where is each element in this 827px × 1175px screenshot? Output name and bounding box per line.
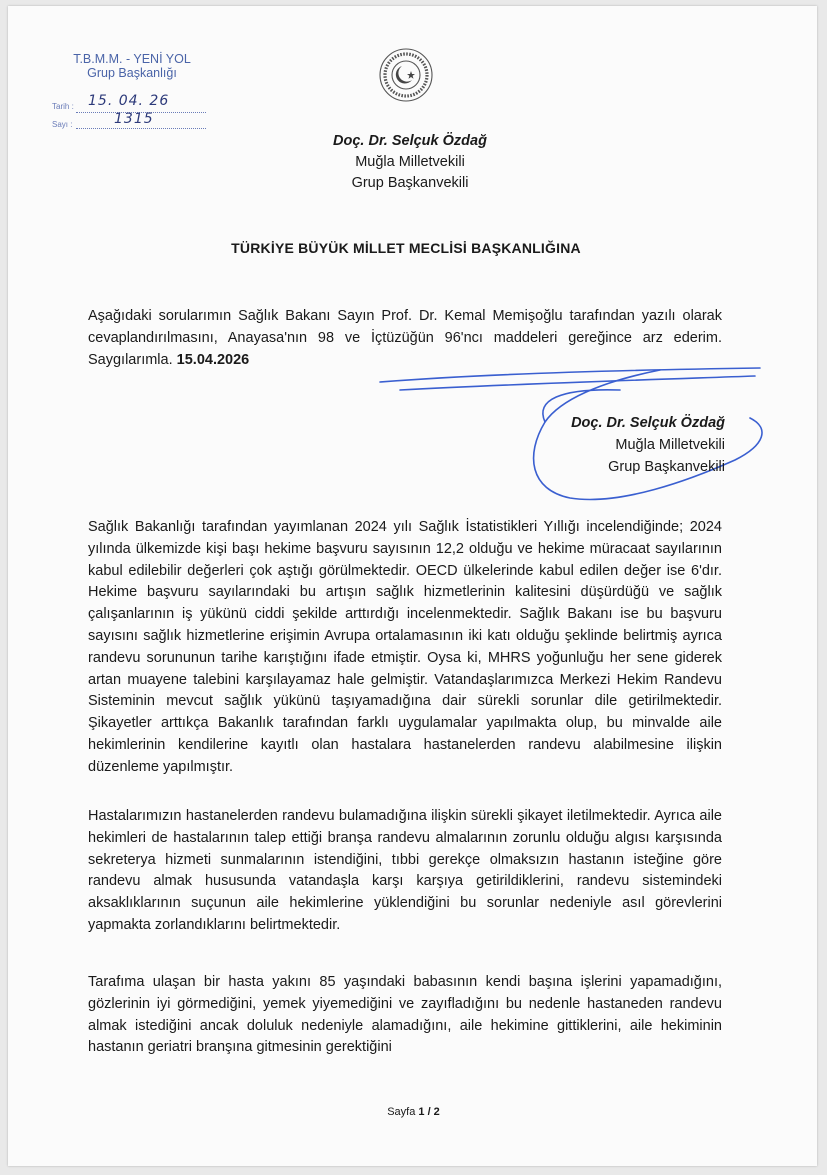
signature-name: Doç. Dr. Selçuk Özdağ [571,415,725,431]
stamp-number-value: 1315 [114,111,154,127]
sender-name: Doç. Dr. Selçuk Özdağ [333,133,487,149]
document-heading: TÜRKİYE BÜYÜK MİLLET MECLİSİ BAŞKANLIĞINA [231,240,581,256]
intro-text: Aşağıdaki sorularımın Sağlık Bakanı Sayın Prof. Dr. Kemal Memişoğlu tarafından yazılı olarak cevaplandırılmasını, Anayasa'nın 98 ve İçtüzüğün 96'ncı maddeleri gereğince arz ederim. Saygılarımla. [88,308,722,368]
body-paragraph-2: Hastalarımızın hastanelerden randevu bulamadığına ilişkin sürekli şikayet iletilmektedir. Ayrıca aile hekimleri de hastalarının talep ettiği branşa randevu almalarının zorunlu olduğu algısı karşısında sekreterya hizmeti sunmalarının istendiğini, tıbbi gerekçe olmaksızın hastanın isteğine göre randevu almak hususunda vatandaşla karşı karşıya getirildiklerini, randevu sistemindeki aksaklıklarının suçunun aile hekimlerine yüklendiğini bu sorunlar nedeniyle asıl görevlerini yapmakta zorlandıklarını belirtmektedir. [88,808,722,933]
signature-position-1: Muğla Milletvekili [615,437,725,453]
sender-position-2: Grup Başkanvekili [351,175,469,191]
body-paragraph-3: Tarafıma ulaşan bir hasta yakını 85 yaşındaki babasının kendi başına işlerini yapamadığını, gözlerinin iyi görmediğini, yemek yiyemediğini ve zayıfladığını bu nedenle hastaneden randevu almak istediğini ancak doluluk nedeniyle alamadığını, aile hekimine gittiklerini, aile hekiminin hastanın geriatri branşına gitmesinin gerektiğini [88,974,722,1056]
stamp-date-value: 15. 04. 26 [88,93,170,109]
intro-date: 15.04.2026 [176,351,250,368]
stamp-number-line [76,128,206,129]
page-number: 1 / 2 [418,1106,440,1118]
stamp-number-label: Sayı : [52,120,73,129]
sender-block [280,131,540,194]
stamp-date-label: Tarih : [52,102,74,111]
tbmm-seal-icon [378,47,434,103]
stamp-line-2: Grup Başkanlığı [87,66,177,80]
received-stamp [52,52,227,134]
sender-position-1: Muğla Milletvekili [355,154,465,170]
body-paragraph-1: Sağlık Bakanlığı tarafından yayımlanan 2024 yılı Sağlık İstatistikleri Yıllığı incelendiğinde; 2024 yılında ülkemizde kişi başı hekime başvuru sayısının 12,2 olduğu ve hekime müracaat sayılarının kabul edilebilir değerleri çok aştığı görülmektedir. OECD ülkelerinde kabul edilen değer ise 6'dır. Hekime başvuru sayılarındaki bu artışın sağlık hizmetlerinin kalitesini düşürdüğü ve sağlık çalışanlarının iş yükünü ciddi şekilde arttırdığı incelenmektedir. Sağlık Bakanı ise bu başvuru sayısını sağlık hizmetlerine erişimin Avrupa ortalamasının iki katı olduğu şeklinde belirtmiş ayrıca randevu sorununun tarihe karıştığını ifade etmiştir. Oysa ki, MHRS yoğunluğu her sene giderek artan muayene talebini karşılayamaz hale gelmiştir. Vatandaşlarımızca Merkezi Hekim Randevu Sisteminin mevcut sağlık yükünü taşıyamadığına dair sürekli sorunlar dile getirilmektedir. Şikayetler arttıkça Bakanlık tarafından farklı uygulamalar yapılmakta olup, bu minvalde aile hekimlerinin kendilerine kayıtlı olan hastalara hastanelerden randevu alabilmesine ilişkin düzenleme yapılmıştır. [88,519,722,775]
stamp-line-1: T.B.M.M. - YENİ YOL [73,52,191,66]
signature-block [525,412,725,478]
stamp-number-row [52,111,154,132]
footer-label: Sayfa [387,1106,416,1118]
page-footer [0,1106,827,1118]
stamp-date-row [52,93,170,114]
signature-position-2: Grup Başkanvekili [608,459,725,475]
